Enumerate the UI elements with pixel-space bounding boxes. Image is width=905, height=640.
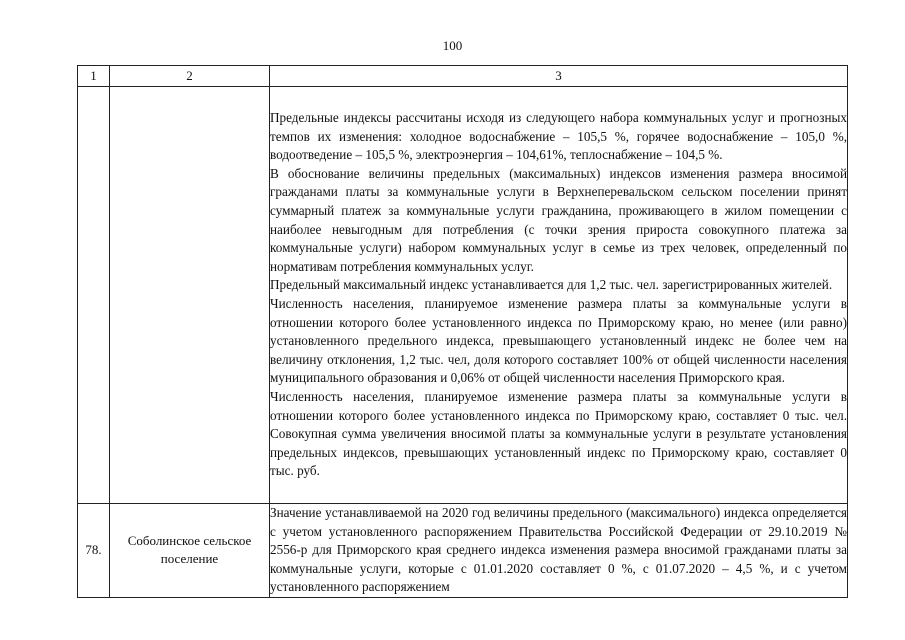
settlement-name: [110, 87, 270, 504]
settlement-name: Соболинское сельское поселение: [110, 504, 270, 598]
indices-table: [77, 65, 848, 598]
description-cell: [270, 504, 848, 598]
paragraph: Численность населения, планируемое изменение размера платы за коммунальные услуги в отношении которого более установленного индекса по Приморскому краю, но менее (или равно) установленного предельного индекса, превышающего установленный индекс не более чем на величину отклонения, 1,2 тыс. чел, доля которого составляет 100% от общей численности населения муниципального образования и 0,06% от общей численности населения Приморского края.: [270, 296, 847, 386]
page-number: 100: [442, 38, 463, 53]
paragraph: Значение устанавливаемой на 2020 год величины предельного (максимального) индекса определяется с учетом установленного распоряжением Правительства Российской Федерации от 29.10.2019 № 2556-р для Приморского края среднего индекса изменения размера вносимой гражданами платы за коммунальные услуги, которые с 01.01.2020 составляет 0 %, с 01.07.2020 – 4,5 %, и с учетом установленного распоряжением: [270, 505, 847, 595]
paragraph: В обоснование величины предельных (максимальных) индексов изменения размера вносимой гражданами платы за коммунальные услуги в Верхнеперевальском сельском поселении принят суммарный платеж за коммунальные услуги гражданина, проживающего в жилом помещении с наиболее невыгодным для потребления (с точки зрения прироста совокупного платежа за коммунальные услуги) набором коммунальных услуг в семье из трех человек, определенный по нормативам потребления коммунальных услуг.: [270, 165, 847, 274]
row-number: [78, 87, 110, 504]
paragraph: Численность населения, планируемое изменение размера платы за коммунальные услуги в отношении которого более установленного индекса по Приморскому краю, составляет 0 тыс. чел. Совокупная сумма увеличения вносимой платы за коммунальные услуги в результате установления предельных индексов, превышающих установленный индекс по Приморскому краю, составляет 0 тыс. руб.: [270, 388, 847, 479]
table-header-row: [78, 66, 848, 87]
column-header: 2: [110, 66, 270, 87]
paragraph: Предельный максимальный индекс устанавливается для 1,2 тыс. чел. зарегистрированных жителей.: [270, 277, 833, 293]
row-number: 78.: [78, 504, 110, 598]
column-header: 1: [78, 66, 110, 87]
column-header: 3: [270, 66, 848, 87]
description-cell: [270, 87, 848, 504]
table-row: [78, 504, 848, 598]
table-row: [78, 87, 848, 504]
paragraph: Предельные индексы рассчитаны исходя из следующего набора коммунальных услуг и прогнозных темпов их изменения: холодное водоснабжение – 105,5 %, горячее водоснабжение – 105,0 %, водоотведение – 105,5 %, электроэнергия – 104,61%, теплоснабжение – 104,5 %.: [270, 110, 847, 163]
